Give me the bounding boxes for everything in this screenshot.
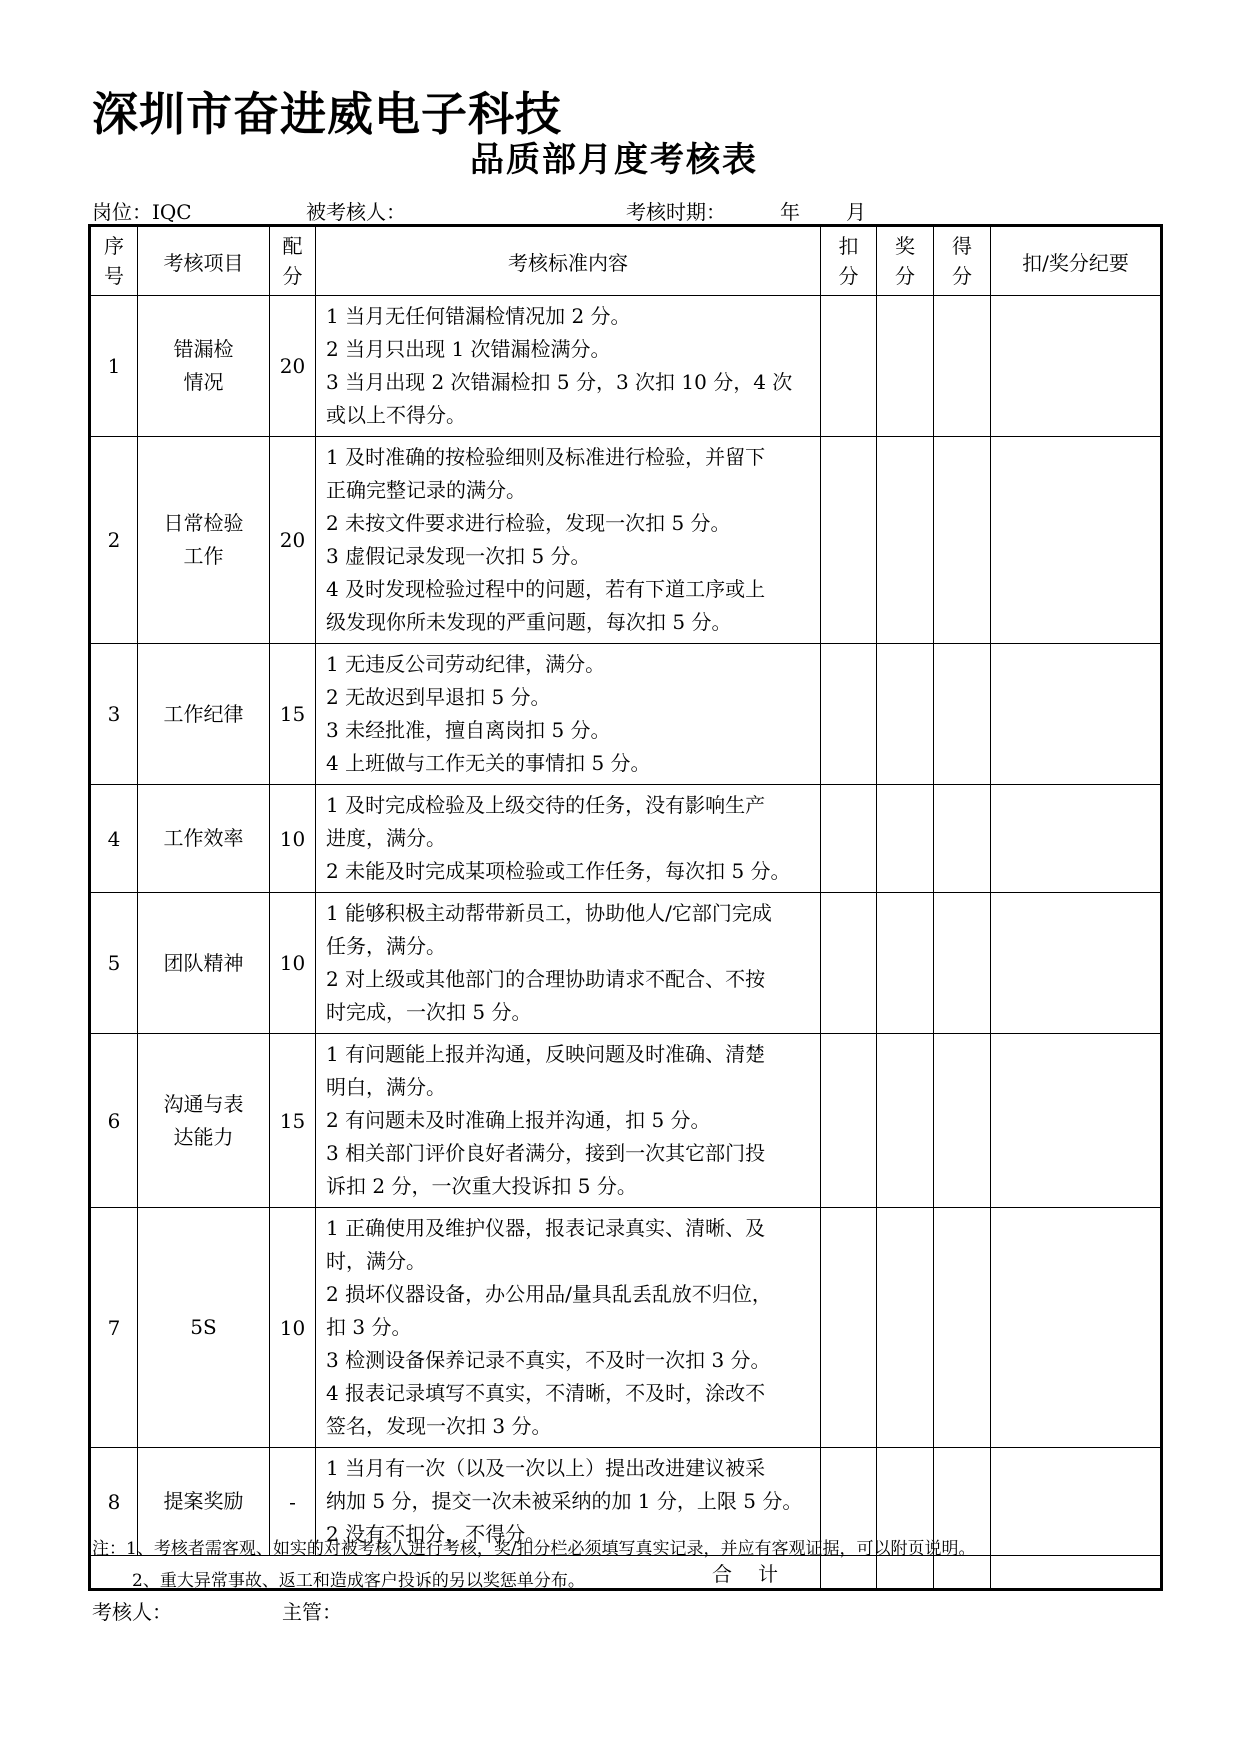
row-item-line: 工作效率 (163, 826, 244, 850)
row-score: 10 (270, 785, 316, 893)
bonus-cell[interactable] (877, 437, 934, 644)
bonus-cell[interactable] (877, 644, 934, 785)
row-item-line: 5S (190, 1315, 217, 1339)
row-item (138, 296, 270, 437)
table-row (90, 644, 1162, 785)
row-item (138, 1034, 270, 1208)
table-row (90, 296, 1162, 437)
bonus-cell[interactable] (877, 893, 934, 1034)
deduct-cell[interactable] (821, 437, 877, 644)
row-score: 20 (270, 296, 316, 437)
criteria-line: 诉扣 2 分，一次重大投诉扣 5 分。 (326, 1174, 637, 1198)
summary-cell[interactable] (991, 437, 1162, 644)
criteria-line: 任务，满分。 (326, 934, 446, 958)
row-item-line: 达能力 (173, 1124, 234, 1149)
criteria-line: 2 未能及时完成某项检验或工作任务，每次扣 5 分。 (326, 859, 791, 883)
table-row (90, 785, 1162, 893)
note-1: 注：1、考核者需客观、如实的对被考核人进行考核，奖/扣分栏必须填写真实记录，并应有客观证据，可以附页说明。 (92, 1539, 976, 1559)
got-cell[interactable] (934, 1208, 991, 1448)
row-criteria (316, 644, 821, 785)
row-score: - (270, 1448, 316, 1556)
got-cell[interactable] (934, 1034, 991, 1208)
criteria-line: 1 当月无任何错漏检情况加 2 分。 (326, 304, 631, 328)
period-year: 年 (780, 200, 800, 224)
row-seq: 8 (90, 1448, 138, 1556)
period-label: 考核时期： (626, 200, 726, 224)
criteria-line: 3 相关部门评价良好者满分，接到一次其它部门投 (326, 1141, 766, 1165)
header-got: 得 分 (934, 226, 991, 296)
company-name: 深圳市奋进威电子科技 (92, 87, 562, 141)
criteria-line: 4 上班做与工作无关的事情扣 5 分。 (326, 751, 651, 775)
total-label: 合计 (90, 1556, 821, 1590)
row-item-line: 错漏检 (173, 337, 234, 361)
criteria-line: 或以上不得分。 (326, 403, 466, 427)
row-item-line: 情况 (183, 370, 224, 394)
header-score: 配 分 (270, 226, 316, 296)
table-row (90, 1034, 1162, 1208)
deduct-cell[interactable] (821, 644, 877, 785)
header-deduct: 扣 分 (821, 226, 877, 296)
got-cell[interactable] (934, 296, 991, 437)
header-row (90, 226, 1162, 296)
row-seq: 7 (90, 1208, 138, 1448)
row-item-line: 沟通与表 (163, 1091, 244, 1116)
header-item: 考核项目 (138, 226, 270, 296)
criteria-line: 3 虚假记录发现一次扣 5 分。 (326, 544, 591, 568)
form-title: 品质部月度考核表 (470, 140, 758, 180)
criteria-line: 3 当月出现 2 次错漏检扣 5 分，3 次扣 10 分，4 次 (326, 370, 793, 394)
criteria-line: 4 报表记录填写不真实，不清晰，不及时，涂改不 (326, 1381, 766, 1405)
row-score: 10 (270, 1208, 316, 1448)
table-row (90, 893, 1162, 1034)
row-seq: 3 (90, 644, 138, 785)
header-summary: 扣/奖分纪要 (991, 226, 1162, 296)
criteria-line: 签名，发现一次扣 3 分。 (326, 1414, 552, 1438)
row-item (138, 1208, 270, 1448)
summary-cell[interactable] (991, 1448, 1162, 1556)
criteria-line: 1 及时准确的按检验细则及标准进行检验，并留下 (326, 445, 766, 469)
row-item (138, 893, 270, 1034)
deduct-cell[interactable] (821, 296, 877, 437)
summary-cell[interactable] (991, 893, 1162, 1034)
row-item-line: 工作 (183, 544, 224, 568)
got-cell[interactable] (934, 644, 991, 785)
summary-cell[interactable] (991, 1208, 1162, 1448)
criteria-line: 1 当月有一次（以及一次以上）提出改进建议被采 (326, 1456, 766, 1480)
criteria-line: 1 有问题能上报并沟通，反映问题及时准确、清楚 (326, 1042, 766, 1066)
summary-cell[interactable] (991, 296, 1162, 437)
deduct-cell[interactable] (821, 785, 877, 893)
criteria-line: 3 未经批准，擅自离岗扣 5 分。 (326, 718, 611, 742)
deduct-cell[interactable] (821, 1034, 877, 1208)
criteria-line: 3 检测设备保养记录不真实，不及时一次扣 3 分。 (326, 1348, 771, 1372)
supervisor-signature: 主管： (282, 1600, 342, 1624)
summary-cell[interactable] (991, 644, 1162, 785)
row-seq: 6 (90, 1034, 138, 1208)
row-seq: 2 (90, 437, 138, 644)
total-bonus-cell[interactable] (877, 1556, 934, 1590)
position-label: 岗位：IQC (92, 200, 192, 224)
row-seq: 5 (90, 893, 138, 1034)
criteria-line: 时，满分。 (326, 1249, 426, 1273)
criteria-line: 正确完整记录的满分。 (326, 478, 526, 502)
row-criteria (316, 1208, 821, 1448)
assessor-signature: 考核人： (92, 1600, 172, 1624)
bonus-cell[interactable] (877, 1034, 934, 1208)
table-row (90, 437, 1162, 644)
criteria-line: 1 及时完成检验及上级交待的任务，没有影响生产 (326, 793, 766, 817)
row-item-line: 团队精神 (163, 950, 244, 975)
row-item-line: 提案奖励 (163, 1489, 244, 1513)
criteria-line: 时完成，一次扣 5 分。 (326, 1000, 532, 1024)
summary-cell[interactable] (991, 1034, 1162, 1208)
row-item (138, 785, 270, 893)
assessment-table (88, 224, 1163, 1591)
criteria-line: 2 无故迟到早退扣 5 分。 (326, 685, 551, 709)
criteria-line: 2 有问题未及时准确上报并沟通，扣 5 分。 (326, 1108, 711, 1132)
criteria-line: 2 当月只出现 1 次错漏检满分。 (326, 337, 611, 361)
bonus-cell[interactable] (877, 1208, 934, 1448)
row-criteria (316, 1034, 821, 1208)
row-criteria (316, 296, 821, 437)
period-month: 月 (846, 200, 866, 224)
row-item (138, 644, 270, 785)
bonus-cell[interactable] (877, 296, 934, 437)
criteria-line: 1 无违反公司劳动纪律，满分。 (326, 652, 606, 676)
row-score: 20 (270, 437, 316, 644)
row-criteria (316, 893, 821, 1034)
criteria-line: 1 能够积极主动帮带新员工，协助他人/它部门完成 (326, 901, 772, 925)
criteria-line: 进度，满分。 (326, 826, 446, 850)
row-item (138, 437, 270, 644)
header-seq: 序 号 (90, 226, 138, 296)
criteria-line: 4 及时发现检验过程中的问题，若有下道工序或上 (326, 577, 766, 601)
row-seq: 1 (90, 296, 138, 437)
header-bonus: 奖 分 (877, 226, 934, 296)
row-score: 10 (270, 893, 316, 1034)
criteria-line: 2 没有不扣分，不得分。 (326, 1522, 546, 1546)
criteria-line: 2 损坏仪器设备，办公用品/量具乱丢乱放不归位， (326, 1282, 772, 1306)
total-summary-cell[interactable] (991, 1556, 1162, 1590)
criteria-line: 明白，满分。 (326, 1075, 446, 1099)
assessee-label: 被考核人： (306, 200, 406, 224)
summary-cell[interactable] (991, 785, 1162, 893)
row-item-line: 工作纪律 (163, 701, 244, 726)
criteria-line: 1 正确使用及维护仪器，报表记录真实、清晰、及 (326, 1216, 766, 1240)
criteria-line: 2 未按文件要求进行检验，发现一次扣 5 分。 (326, 511, 731, 535)
got-cell[interactable] (934, 785, 991, 893)
bonus-cell[interactable] (877, 785, 934, 893)
criteria-line: 纳加 5 分，提交一次未被采纳的加 1 分，上限 5 分。 (326, 1489, 803, 1513)
row-seq: 4 (90, 785, 138, 893)
row-score: 15 (270, 1034, 316, 1208)
criteria-line: 2 对上级或其他部门的合理协助请求不配合、不按 (326, 967, 766, 991)
note-2: 2、重大异常事故、返工和造成客户投诉的另以奖惩单分布。 (132, 1571, 585, 1591)
got-cell[interactable] (934, 893, 991, 1034)
header-criteria: 考核标准内容 (316, 226, 821, 296)
deduct-cell[interactable] (821, 893, 877, 1034)
row-score: 15 (270, 644, 316, 785)
table-row (90, 1208, 1162, 1448)
criteria-line: 扣 3 分。 (326, 1315, 412, 1339)
row-criteria (316, 785, 821, 893)
deduct-cell[interactable] (821, 1208, 877, 1448)
criteria-line: 级发现你所未发现的严重问题，每次扣 5 分。 (326, 610, 732, 634)
row-item-line: 日常检验 (163, 511, 244, 535)
row-criteria (316, 437, 821, 644)
total-got-cell[interactable] (934, 1556, 991, 1590)
total-deduct-cell[interactable] (821, 1556, 877, 1590)
got-cell[interactable] (934, 437, 991, 644)
